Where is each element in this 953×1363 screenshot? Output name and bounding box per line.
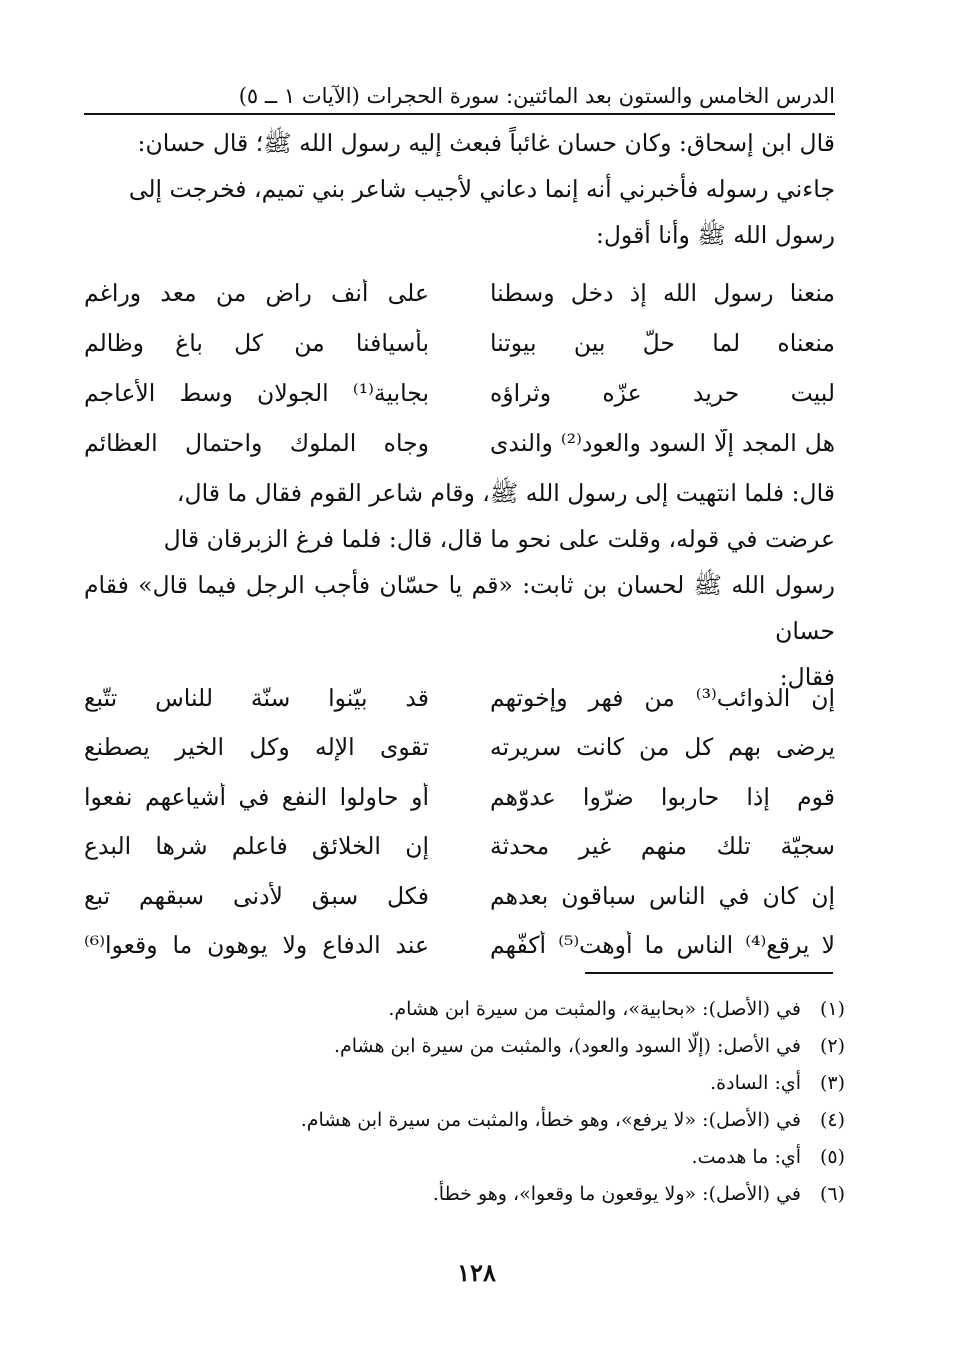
verse-line <box>84 822 835 872</box>
text-line: قال ابن إسحاق: وكان حسان غائباً فبعث إليه رسول الله ﷺ؛ قال حسان: <box>137 129 835 157</box>
text-line: رسول الله ﷺ لحسان بن ثابت: «قم يا حسّان فأجب الرجل فيما قال» فقام حسان <box>84 571 835 645</box>
second-hemistich: عند الدفاع ولا يوهون ما وقعوا⁽⁶⁾ <box>84 931 429 960</box>
verse-line <box>84 871 835 921</box>
second-hemistich: إن الخلائق فاعلم شرها البدع <box>84 832 429 861</box>
verse-line <box>84 368 835 418</box>
first-hemistich: لبيت حريد عزّه وثراؤه <box>490 379 835 407</box>
footnote-number: (٦) <box>819 1182 845 1205</box>
second-hemistich: قد بيّنوا سنّة للناس تتّبع <box>84 683 429 712</box>
verse-line <box>84 268 835 318</box>
second-hemistich: وجاه الملوك واحتمال العظائم <box>84 429 429 457</box>
first-hemistich: لا يرقع⁽⁴⁾ الناس ما أوهت⁽⁵⁾ أكفّهم <box>490 931 835 960</box>
intro-paragraph <box>84 120 835 258</box>
footnote-number: (١) <box>819 997 845 1020</box>
second-hemistich: فكل سبق لأدنى سبقهم تبع <box>84 881 429 910</box>
first-hemistich: إن الذوائب⁽³⁾ من فهر وإخوتهم <box>490 683 835 712</box>
footnote-number: (٥) <box>819 1145 845 1168</box>
footnote-text: في (الأصل): «بحابية»، والمثبت من سيرة ابن هشام. <box>388 997 801 1020</box>
text-line: جاءني رسوله فأخبرني أنه إنما دعاني لأجيب شاعر بني تميم، فخرجت إلى <box>128 175 835 203</box>
footnote <box>84 1101 845 1138</box>
footnote <box>84 1175 845 1212</box>
poem-2 <box>84 673 835 970</box>
second-hemistich: أو حاولوا النفع في أشياعهم نفعوا <box>84 782 429 811</box>
second-hemistich: بأسيافنا من كل باغ وظالم <box>84 329 429 357</box>
second-hemistich: على أنف راض من معد وراغم <box>84 279 429 307</box>
footnotes <box>84 990 845 1212</box>
verse-line <box>84 921 835 971</box>
footnote <box>84 1064 845 1101</box>
footnote-text: في الأصل: (إلّا السود والعود)، والمثبت من سيرة ابن هشام. <box>333 1034 801 1057</box>
text-line: قال: فلما انتهيت إلى رسول الله ﷺ، وقام شاعر القوم فقال ما قال، <box>176 479 835 507</box>
first-hemistich: قوم إذا حاربوا ضرّوا عدوّهم <box>490 782 835 811</box>
verse-line <box>84 418 835 468</box>
first-hemistich: يرضى بهم كل من كانت سريرته <box>490 733 835 762</box>
footnote <box>84 1138 845 1175</box>
text-line: رسول الله ﷺ وأنا أقول: <box>595 221 835 249</box>
second-hemistich: بجابية⁽¹⁾ الجولان وسط الأعاجم <box>84 379 429 407</box>
footnote-number: (٢) <box>819 1034 845 1057</box>
footnote-number: (٣) <box>819 1071 845 1094</box>
footnote <box>84 990 845 1027</box>
running-header: الدرس الخامس والستون بعد المائتين: سورة الحجرات (الآيات ١ ــ ٥) <box>238 84 835 108</box>
narrative-paragraph <box>84 470 835 700</box>
footnote-text: أي: السادة. <box>710 1071 801 1094</box>
footnote-text: في (الأصل): «لا يرفع»، وهو خطأ، والمثبت من سيرة ابن هشام. <box>300 1108 801 1131</box>
first-hemistich: إن كان في الناس سباقون بعدهم <box>490 881 835 910</box>
footnote-text: أي: ما هدمت. <box>691 1145 801 1168</box>
header-rule <box>84 113 835 115</box>
footnote-text: في (الأصل): «ولا يوقعون ما وقعوا»، وهو خطأ. <box>432 1182 801 1205</box>
text-line: عرضت في قوله، وقلت على نحو ما قال، قال: فلما فرغ الزبرقان قال <box>163 525 835 553</box>
first-hemistich: هل المجد إلّا السود والعود⁽²⁾ والندى <box>490 429 835 457</box>
verse-line <box>84 772 835 822</box>
footnote-rule <box>585 972 833 974</box>
verse-line <box>84 673 835 723</box>
verse-line <box>84 723 835 773</box>
footnote <box>84 1027 845 1064</box>
first-hemistich: سجيّة تلك منهم غير محدثة <box>490 832 835 861</box>
poem-1 <box>84 268 835 468</box>
text-line: فقال: <box>779 663 835 691</box>
first-hemistich: منعنا رسول الله إذ دخل وسطنا <box>490 279 835 307</box>
second-hemistich: تقوى الإله وكل الخير يصطنع <box>84 733 429 762</box>
verse-line <box>84 318 835 368</box>
first-hemistich: منعناه لما حلّ بين بيوتنا <box>490 329 835 357</box>
footnote-number: (٤) <box>819 1108 845 1131</box>
page-number: ١٢٨ <box>457 1258 496 1287</box>
